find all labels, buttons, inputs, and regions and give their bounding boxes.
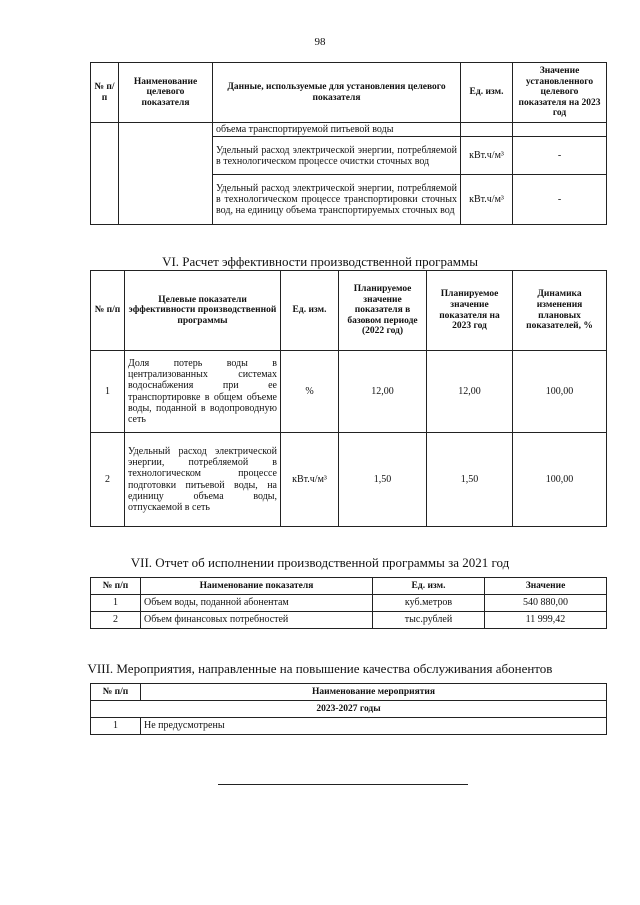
plan-cell: 1,50 [427,433,513,527]
num-cell: 2 [91,433,125,527]
unit-cell: кВт.ч/м³ [281,433,339,527]
plan-cell: 12,00 [427,351,513,433]
header-indicator-name: Наименование показателя [141,578,373,595]
base-cell: 12,00 [339,351,427,433]
unit-cell: тыс.рублей [373,612,485,629]
header-plan-value: Планируемое значение показателя на 2023 год [427,271,513,351]
measures-table [90,683,607,735]
header-num: № п/п [91,271,125,351]
name-cell: Объем финансовых потребностей [141,612,373,629]
header-unit: Ед. изм. [461,63,513,123]
table-row [91,433,607,527]
name-cell: Объем воды, поданной абонентам [141,595,373,612]
value-cell: 540 880,00 [485,595,607,612]
header-unit: Ед. изм. [373,578,485,595]
section7-title: VII. Отчет об исполнении производственной программы за 2021 год [130,555,510,570]
header-value: Значение [485,578,607,595]
table-row [91,595,607,612]
name-cell: Доля потерь воды в централизованных системах водоснабжения при ее транспортировке в общем объеме воды, поданной в водопроводную сеть [125,351,281,433]
header-num: № п/п [91,684,141,701]
unit-cell: кВт.ч/м³ [461,175,513,225]
header-value: Значение установленного целевого показателя на 2023 год [513,63,607,123]
unit-cell [461,123,513,137]
num-cell: 1 [91,351,125,433]
header-base-value: Планируемое значение показателя в базовом периоде (2022 год) [339,271,427,351]
report-table [90,577,607,629]
value-cell: 11 999,42 [485,612,607,629]
name-cell: Не предусмотрены [141,718,607,735]
page-number: 98 [314,36,326,48]
header-num: № п/п [91,63,119,123]
table-row [91,351,607,433]
header-unit: Ед. изм. [281,271,339,351]
section8-title: VIII. Мероприятия, направленные на повышение качества обслуживания абонентов [87,661,553,676]
base-cell: 1,50 [339,433,427,527]
num-cell: 1 [91,718,141,735]
unit-cell: кВт.ч/м³ [461,137,513,175]
header-num: № п/п [91,578,141,595]
dynamics-cell: 100,00 [513,351,607,433]
data-cell: Удельный расход электрической энергии, потребляемой в технологическом процессе очистки сточных вод [213,137,461,175]
header-dynamics: Динамика изменения плановых показателей, % [513,271,607,351]
num-cell: 2 [91,612,141,629]
table-row [91,612,607,629]
num-cell: 1 [91,595,141,612]
data-cell: Удельный расход электрической энергии, потребляемой в технологическом процессе транспортировки сточных вод, на единицу объема транспортируемых сточных вод [213,175,461,225]
table-row [91,718,607,735]
value-cell: - [513,175,607,225]
value-cell [513,123,607,137]
dynamics-cell: 100,00 [513,433,607,527]
data-cell: объема транспортируемой питьевой воды [213,123,461,137]
unit-cell: % [281,351,339,433]
header-indicator-name: Целевые показатели эффективности производственной программы [125,271,281,351]
section6-title: VI. Расчет эффективности производственной программы [162,254,478,269]
value-cell: - [513,137,607,175]
target-indicators-table [90,62,607,225]
table-row [91,123,607,137]
header-measure-name: Наименование мероприятия [141,684,607,701]
bottom-divider [218,784,468,785]
period-row: 2023-2027 годы [91,701,607,718]
name-cell: Удельный расход электрической энергии, потребляемой в технологическом процессе подготовки питьевой воды, на единицу объема воды, отпускаемой в сеть [125,433,281,527]
efficiency-table [90,270,607,527]
unit-cell: куб.метров [373,595,485,612]
header-data: Данные, используемые для установления целевого показателя [213,63,461,123]
header-indicator-name: Наименование целевого показателя [119,63,213,123]
